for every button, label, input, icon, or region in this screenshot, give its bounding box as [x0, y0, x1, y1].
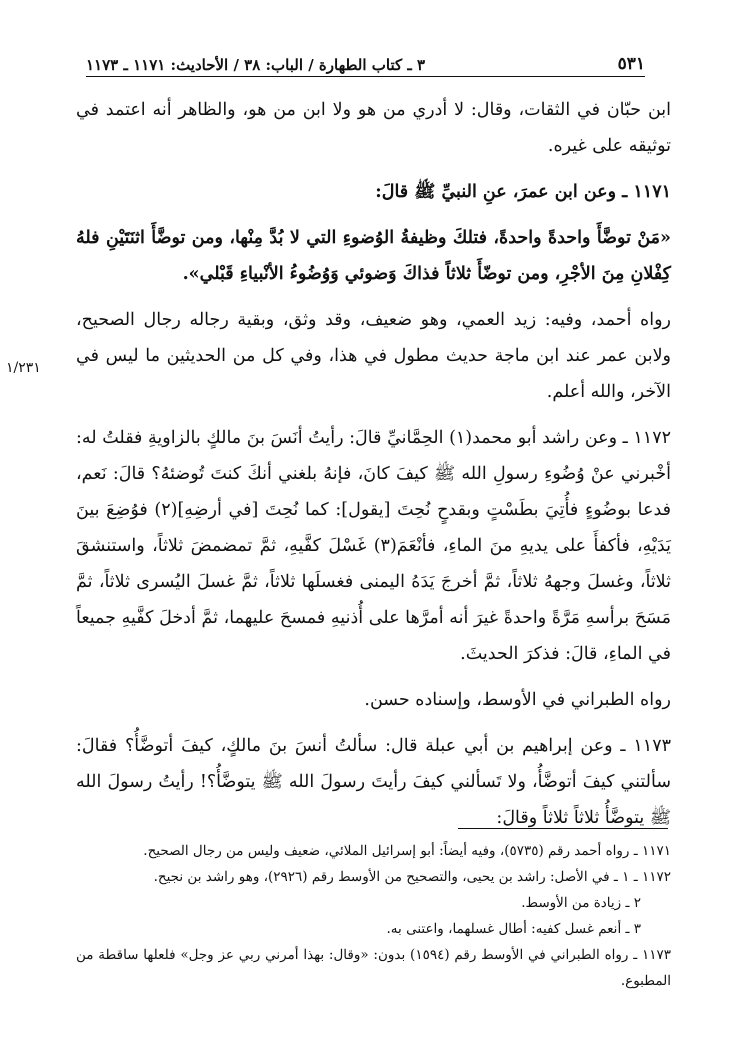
main-text [76, 92, 671, 846]
paragraph-continuation: ابن حبّان في الثقات، وقال: لا أدري من هو ولا ابن من هو، والظاهر أنه اعتمد في توثيقه على غيره. [76, 100, 671, 156]
running-header [86, 48, 645, 77]
hadith-1173-text: ١١٧٣ ـ وعن إبراهيم بن أبي عبلة قال: سألتُ أنسَ بنَ مالكٍ، كيفَ أتوضَّأُ؟ فقالَ: سألتني كيفَ أتوضَّأُ، ولا تَسألني كيفَ رأيتَ رسولَ الله ﷺ يتوضَّأُ؟! رأيتُ رسولَ الله ﷺ يتوضَّأُ ثلاثاً ثلاثاً وقالَ: [76, 736, 671, 828]
hadith-1172-note: رواه الطبراني في الأوسط، وإسناده حسن. [364, 690, 671, 710]
hadith-1171-intro: ١١٧١ ـ وعن ابن عمرَ، عنِ النبيِّ ﷺ قالَ: [375, 182, 671, 202]
footnotes [76, 838, 671, 994]
footnote-1171: ١١٧١ ـ رواه أحمد رقم (٥٧٣٥)، وفيه أيضاً: أبو إسرائيل الملائي، ضعيف وليس من رجال الصحيح. [143, 843, 671, 859]
footnote-1173: ١١٧٣ ـ رواه الطبراني في الأوسط رقم (١٥٩٤) بدون: «وقال: بهذا أمرني ربي عز وجل» فلعلها ساقطة من المطبوع. [76, 947, 671, 989]
hadith-1172-text: ١١٧٢ ـ وعن راشد أبو محمد(١) الحِمَّانيِّ قالَ: رأيتُ أنَسَ بنَ مالكٍ بالزاويةِ فقلتُ له: أخْبرني عنْ وُضُوءِ رسولِ الله ﷺ كيفَ كانَ، فإنهُ بلغني أنكَ كنتَ تُوضئهُ؟ قالَ: نَعم، فدعا بوضُوءٍ فأُتِيَ بطَسْتٍ وبقدحٍ نُحِتَ [يقول]: كما نُحِتَ [في أرضِهِ](٢) فوُضِعَ بينَ يَدَيْهِ، فأكفأَ على يديهِ منَ الماءِ، فأنْعَمَ(٣) غَسْلَ كفَّيهِ، ثمَّ تمضمضَ ثلاثاً، واستنشقَ ثلاثاً، وغسلَ وجههُ ثلاثاً، ثمَّ أخرجَ يَدَهُ اليمنى فغسلَها ثلاثاً، ثمَّ غسلَ اليُسرى ثلاثاً، ثمَّ مَسَحَ برأسهِ مَرَّةً واحدةً غيرَ أنه أمرَّها على أُذنيهِ فمسحَ عليهما، ثمَّ أدخلَ كفَّيهِ جميعاً في الماءِ، قالَ: فذكرَ الحديثَ. [76, 428, 671, 664]
margin-reference: ١/٢٣١ [6, 360, 41, 376]
footnote-divider [458, 828, 668, 829]
footnote-1172-3: ٣ ـ أنعم غسل كفيه: أطال غسلهما، واعتنى به. [386, 921, 641, 937]
footnote-1172-2: ٢ ـ زيادة من الأوسط. [521, 895, 641, 911]
footnote-1172-1: ١١٧٢ ـ ١ ـ في الأصل: راشد بن يحيى، والتصحيح من الأوسط رقم (٢٩٢٦)، وهو راشد بن نجيح. [153, 869, 671, 885]
hadith-1171-note: رواه أحمد، وفيه: زيد العمي، وهو ضعيف، وقد وثق، وبقية رجاله رجال الصحيح، ولابن عمر عند ابن ماجة حديث مطول في هذا، وفي كل من الحديثين ما ليس في الآخر، والله أعلم. [76, 310, 671, 402]
chapter-title: ٣ ـ كتاب الطهارة / الباب: ٣٨ / الأحاديث: ١١٧١ ـ ١١٧٣ [86, 56, 426, 74]
page-number: ٥٣١ [617, 54, 645, 74]
hadith-1171-text: «مَنْ توضَّأَ واحدةً واحدةً، فتلكَ وظيفةُ الوُضوءِ التي لا بُدَّ مِنْها، ومن توضَّأَ اثنَتَيْنِ فلهُ كِفْلانِ مِنَ الأجْرِ، ومن توضّأَ ثلاثاً فذاكَ وَضوئي وَوُضُوءُ الأنْبياءِ قَبْلي». [76, 228, 671, 284]
